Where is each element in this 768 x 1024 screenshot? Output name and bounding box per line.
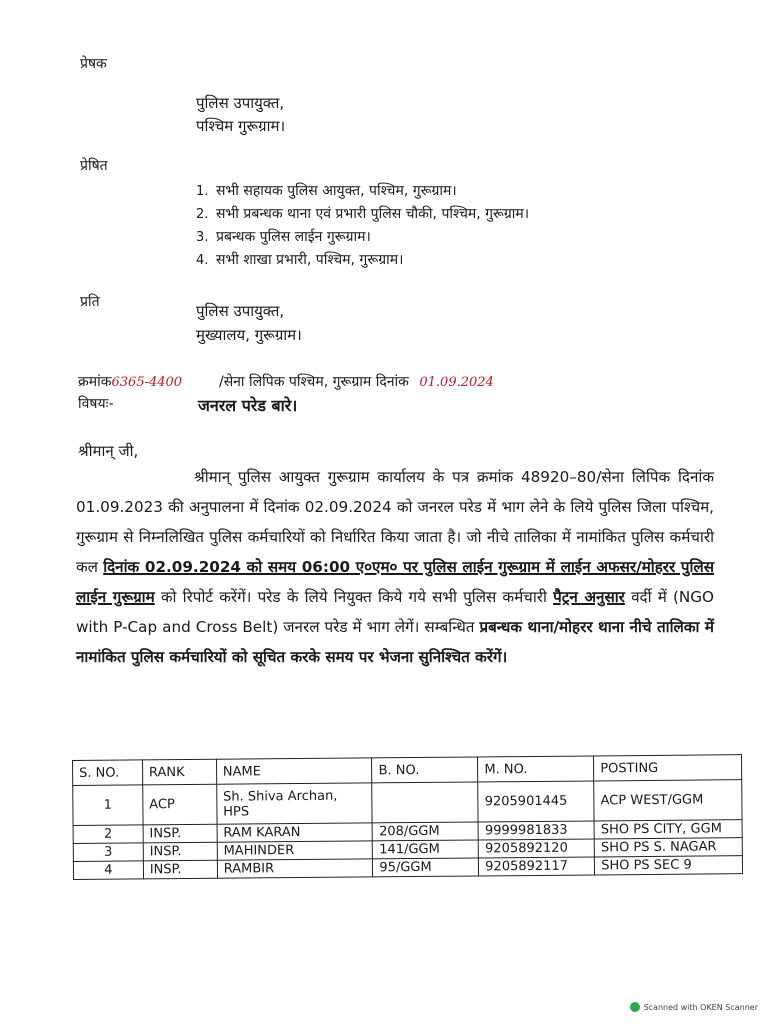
recipients-label: प्रेषित [80,158,108,174]
recipient-number: 3. [196,230,209,245]
header-sno: S. NO. [73,760,143,786]
cell-rank: INSP. [143,860,217,879]
subject-text: जनरल परेड बारे। [198,396,298,415]
cell-rank: INSP. [143,842,217,861]
recipient-item [196,180,529,203]
reference-line [78,372,494,391]
reference-middle: /सेना लिपिक पश्चिम, गुरूग्राम दिनांक [218,374,409,390]
recipient-number: 1. [196,184,209,199]
subject-label: विषयः- [78,396,114,412]
recipient-number: 2. [196,207,209,222]
sender-label: प्रेषक [80,56,107,72]
body-emphasis-3: प्रबन्धक थाना/मोहरर थाना नीचे तालिका में नामांकित पुलिस कर्मचारियों को सूचित करके समय पर भेजना सुनिश्चित करेंगें। [76,618,715,666]
cell-name: RAMBIR [217,859,373,878]
cell-sno: 1 [73,785,143,826]
cell-mno: 9205892120 [479,839,595,858]
copy-to-line2: मुख्यालय, गुरूग्राम। [196,326,302,344]
personnel-table [72,754,743,880]
table-row [73,780,742,826]
recipient-text: सभी प्रबन्धक थाना एवं प्रभारी पुलिस चौकी, पश्चिम, गुरूग्राम। [216,206,530,222]
cell-sno: 3 [73,843,143,862]
cell-name: Sh. Shiva Archan, HPS [216,783,372,824]
scanner-watermark [630,1002,758,1012]
cell-bno: 141/GGM [373,840,479,859]
recipient-text: सभी सहायक पुलिस आयुक्त, पश्चिम, गुरूग्राम। [216,183,457,199]
header-posting: POSTING [594,755,742,781]
scanner-watermark-text: Scanned with OKEN Scanner [643,1002,758,1012]
cell-bno: 208/GGM [373,822,479,841]
recipient-item [196,203,529,226]
cell-mno: 9999981833 [478,821,594,840]
recipient-text: प्रबन्धक पुलिस लाईन गुरूग्राम। [216,229,371,245]
body-emphasis-2: पैट्रन अनुसार [553,588,625,606]
sender-line2: पश्चिम गुरूग्राम। [196,117,286,135]
header-mno: M. NO. [478,756,594,782]
header-bno: B. NO. [372,757,478,783]
cell-posting: SHO PS S. NAGAR [594,838,742,857]
header-rank: RANK [142,759,216,785]
recipient-item [196,249,529,272]
handwritten-date: 01.09.2024 [419,375,494,390]
cell-sno: 4 [73,861,143,880]
body-text-1: श्रीमान् पुलिस आयुक्त गुरूग्राम कार्यालय के पत्र क्रमांक 48920–80/सेना लिपिक दिनांक 01.09.2023 की अनुपालना में दिनांक 02.09.2024 को जनरल परेड में भाग लेने के लिये पुलिस जिला पश्चिम, गुरूग्राम से निम्नलिखित पुलिस कर्मचारियों को निर्धारित किया जाता है। जो नीचे तालिका में नामांकित पुलिस कर्मचारी कल [76,468,714,576]
cell-posting: SHO PS CITY, GGM [594,820,742,839]
sender-line1: पुलिस उपायुक्त, [196,94,285,112]
body-text-2: को रिपोर्ट करेंगें। परेड के लिये नियुक्त किये गये सभी पुलिस कर्मचारी [154,588,554,606]
scanner-logo-icon [630,1002,640,1012]
cell-bno: 95/GGM [373,858,479,877]
copy-to-line1: पुलिस उपायुक्त, [196,302,285,320]
copy-to-label: प्रति [80,294,100,310]
header-name: NAME [216,758,372,784]
cell-name: MAHINDER [217,841,373,860]
cell-posting: ACP WEST/GGM [594,780,742,821]
cell-bno [372,782,478,823]
recipients-list [196,180,529,272]
salutation: श्रीमान् जी, [78,442,139,460]
cell-mno: 9205892117 [479,857,595,876]
handwritten-reference-number: 6365-4400 [111,375,183,390]
cell-sno: 2 [73,825,143,844]
cell-rank: INSP. [143,824,217,843]
cell-name: RAM KARAN [217,823,373,842]
cell-rank: ACP [143,784,217,825]
recipient-number: 4. [196,253,209,268]
cell-posting: SHO PS SEC 9 [595,856,743,875]
letter-body [76,462,714,672]
body-emphasis-1: दिनांक 02.09.2024 को समय 06:00 ए०एम० पर पुलिस लाईन गुरूग्राम में लाईन अफसर/मोहरर पुलिस लाईन गुरूग्राम [76,558,714,606]
recipient-item [196,226,529,249]
cell-mno: 9205901445 [478,781,594,822]
reference-label: क्रमांक [78,374,112,390]
body-text-3: वर्दी में (NGO with P-Cap and Cross Belt) जनरल परेड में भाग लेगें। सम्बन्धित [76,588,714,636]
recipient-text: सभी शाखा प्रभारी, पश्चिम, गुरूग्राम। [216,252,404,268]
